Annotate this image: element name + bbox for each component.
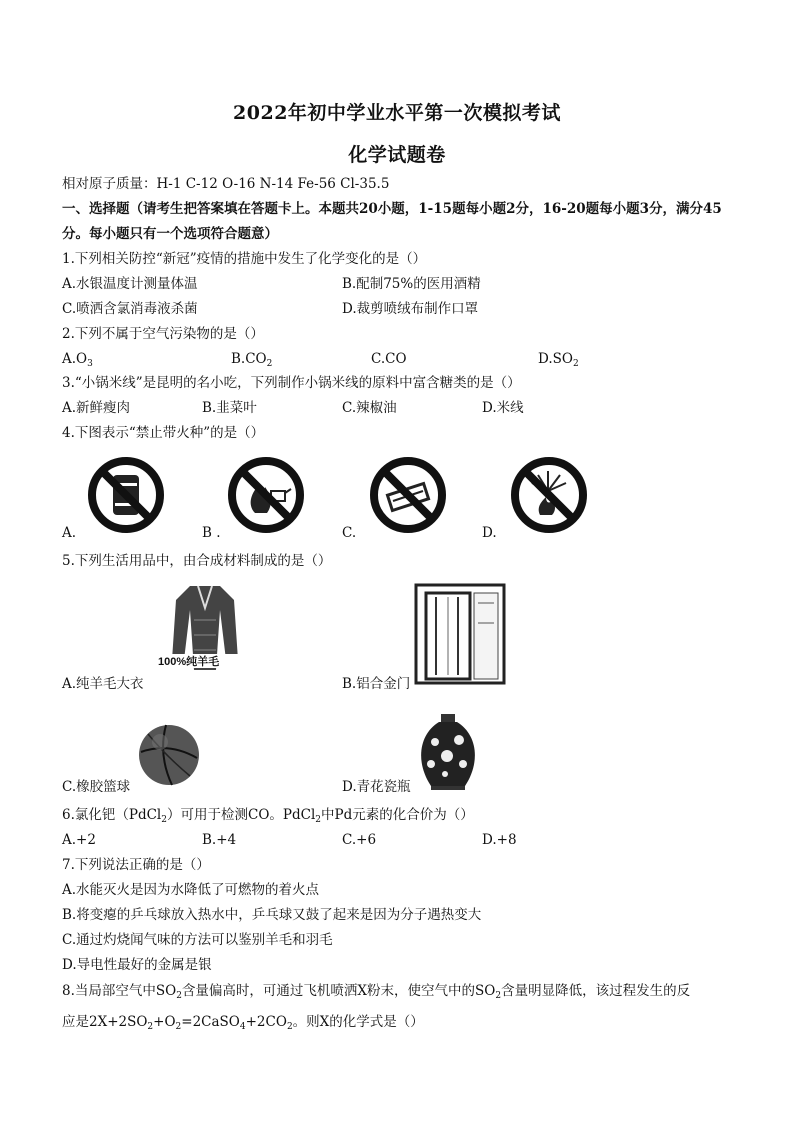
q7-stem: 7.下列说法正确的是（） [62, 857, 210, 873]
q1-option-c: C.喷洒含氯消毒液杀菌 [62, 301, 198, 317]
q2-stem: 2.下列不属于空气污染物的是（） [62, 326, 264, 342]
q2-option-d: $D.SO_2$ [538, 351, 579, 369]
q6-option-b: B.+4 [202, 832, 237, 848]
atomic-masses: 相对原子质量：H-1 C-12 O-16 N-14 Fe-56 Cl-35.5 [62, 176, 390, 192]
q4-option-a: A. [62, 525, 77, 541]
q8-stem-line2: 应是$2X+2SO_2+O_2=2CaSO_4+2CO_2$。则X的化学式是（） [62, 1014, 424, 1032]
no-open-flame-sign-icon [225, 455, 307, 535]
q4-stem: 4.下图表示“禁止带火种”的是（） [62, 425, 265, 441]
q6-option-a: A.+2 [62, 832, 96, 848]
q3-option-a: A.新鲜瘦肉 [62, 400, 131, 416]
aluminum-door-image [412, 583, 508, 685]
q7-option-b: B.将变瘪的乒乓球放入热水中，乒乓球又鼓了起来是因为分子遇热变大 [62, 907, 482, 923]
q4-option-d: D. [482, 525, 497, 541]
wool-coat-image [150, 580, 260, 680]
q7-option-c: C.通过灼烧闻气味的方法可以鉴别羊毛和羽毛 [62, 932, 333, 948]
porcelain-vase-image [415, 712, 481, 792]
q5-option-c: C.橡胶篮球 [62, 779, 131, 795]
q1-stem: 1.下列相关防控“新冠”疫情的措施中发生了化学变化的是（） [62, 251, 427, 267]
section1-instructions-line2: 分。每小题只有一个选项符合题意） [62, 226, 278, 242]
q7-option-d: D.导电性最好的金属是银 [62, 957, 212, 973]
q6-option-d: D.+8 [482, 832, 517, 848]
no-fireworks-sign-icon [508, 455, 590, 535]
no-matches-sign-icon [367, 455, 449, 535]
q1-option-a: A.水银温度计测量体温 [62, 276, 198, 292]
q5-option-b: B.铝合金门 [342, 676, 411, 692]
q3-stem: 3.“小锅米线”是昆明的名小吃，下列制作小锅米线的原料中富含糖类的是（） [62, 375, 521, 391]
exam-subtitle: 化学试题卷 [348, 144, 446, 166]
q4-option-c: C. [342, 525, 357, 541]
q3-option-d: D.米线 [482, 400, 524, 416]
q5-stem: 5.下列生活用品中，由合成材料制成的是（） [62, 553, 332, 569]
no-flammables-sign-icon [86, 455, 166, 535]
q1-option-b: B.配制75%的医用酒精 [342, 276, 481, 292]
q2-option-b: $B.CO_2$ [231, 351, 273, 369]
q7-option-a: A.水能灭火是因为水降低了可燃物的着火点 [62, 882, 320, 898]
q6-option-c: C.+6 [342, 832, 377, 848]
rubber-basketball-image [136, 722, 202, 788]
section1-instructions-line1: 一、选择题（请考生把答案填在答题卡上。本题共20小题，1-15题每小题2分，16-20题每小题3分，满分45 [62, 201, 722, 217]
q4-option-b: B . [202, 525, 221, 541]
q2-option-c: C.CO [371, 351, 407, 367]
q3-option-c: C.辣椒油 [342, 400, 397, 416]
q6-stem: 6.氯化钯（PdCl$_2$）可用于检测CO。PdCl$_2$中Pd元素的化合价为（） [62, 807, 474, 825]
q2-option-a: $A.O_3$ [62, 351, 93, 369]
q5-option-a: A.纯羊毛大衣 [62, 676, 144, 692]
wool-coat-tag-text: 100%纯羊毛 [158, 656, 220, 668]
exam-title: 2022年初中学业水平第一次模拟考试 [233, 102, 561, 124]
q5-option-d: D.青花瓷瓶 [342, 779, 411, 795]
q3-option-b: B.韭菜叶 [202, 400, 257, 416]
q8-stem-line1: 8.当局部空气中$SO_2$含量偏高时，可通过飞机喷洒X粉末，使空气中的$SO_2$含量明显降低，该过程发生的反 [62, 983, 691, 1001]
q1-option-d: D.裁剪喷绒布制作口罩 [342, 301, 479, 317]
